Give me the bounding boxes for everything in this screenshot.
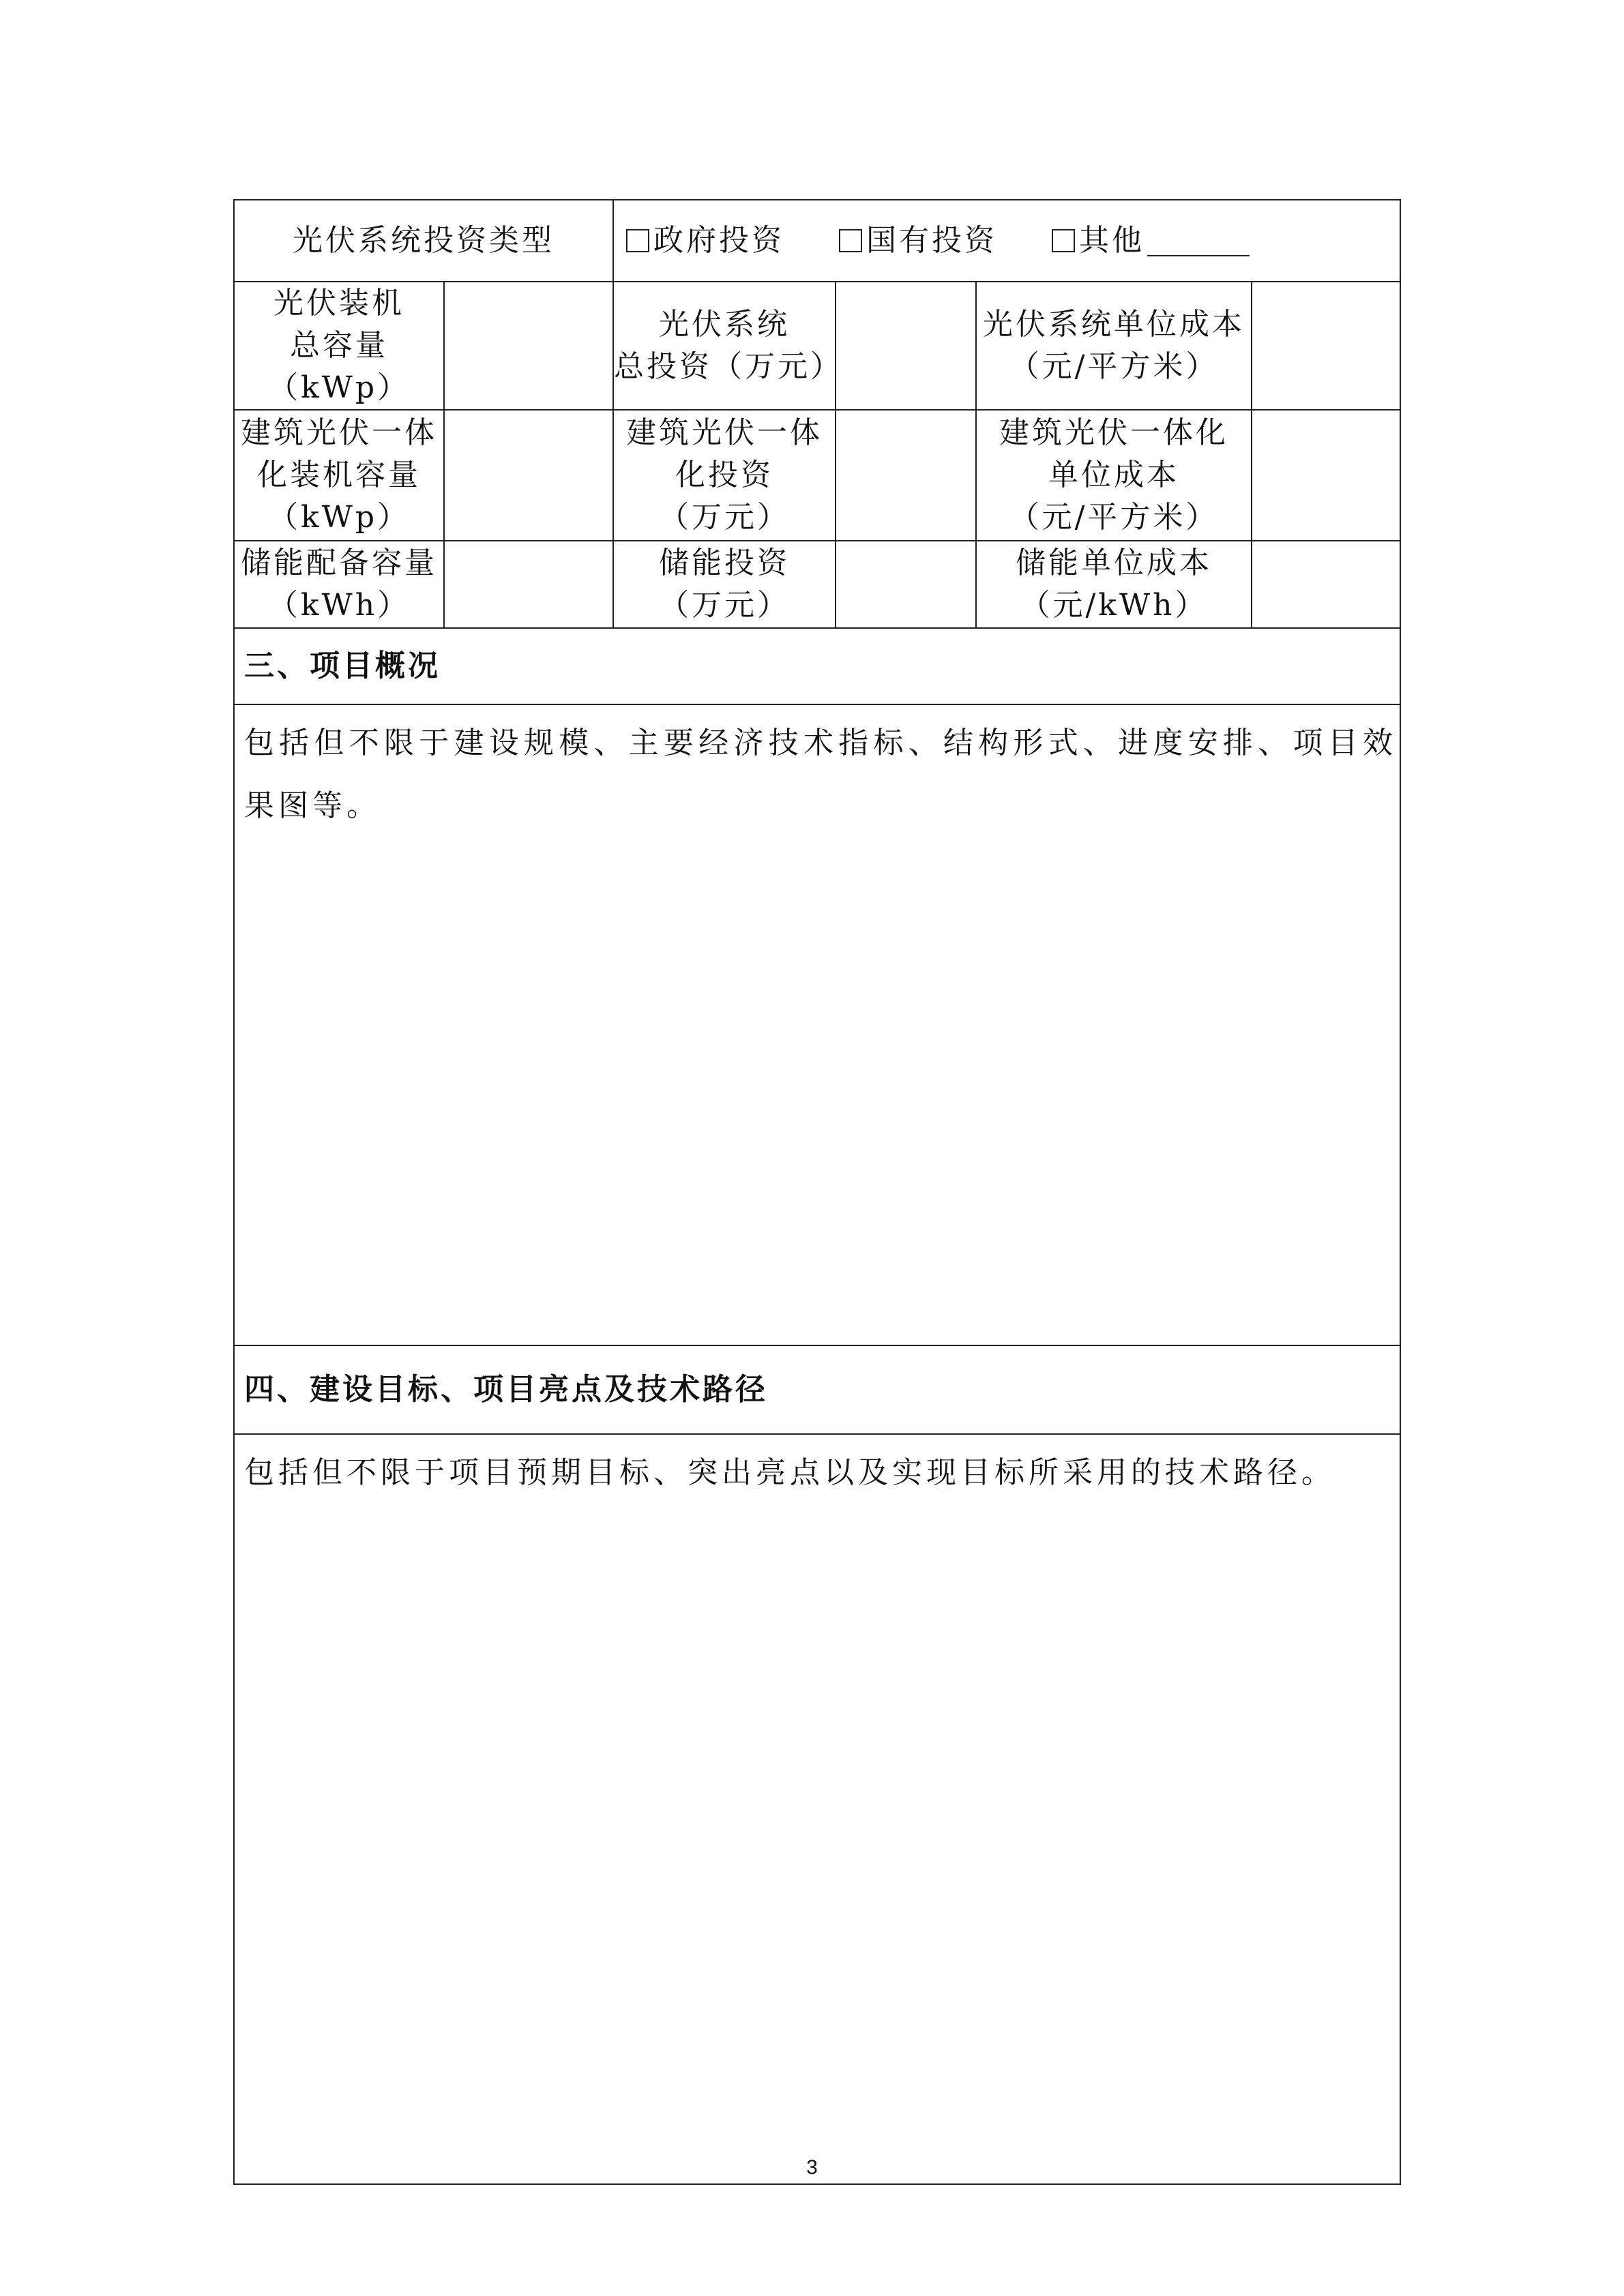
label-line: 光伏系统单位成本 <box>983 307 1245 342</box>
label-line: （万元） <box>659 500 790 535</box>
label-line: （元/平方米） <box>1009 349 1219 384</box>
label-line: （kWp） <box>267 500 411 535</box>
label-line: （元/kWh） <box>1020 588 1208 623</box>
pv-total-capacity-value[interactable] <box>444 282 613 410</box>
option-state-owned-label: 国有投资 <box>866 223 997 258</box>
section3-body-row <box>234 704 1400 1345</box>
bipv-capacity-value[interactable] <box>444 410 613 541</box>
application-form-table <box>233 199 1401 2185</box>
page-number: 3 <box>806 2156 818 2179</box>
pv-unit-cost-label <box>976 282 1252 410</box>
storage-unit-cost-label <box>976 541 1252 628</box>
section4-instructions: 包括但不限于项目预期目标、突出亮点以及实现目标所采用的技术路径。 <box>244 1455 1335 1490</box>
option-government[interactable] <box>626 220 784 262</box>
section3-title: 三、项目概况 <box>234 628 1400 704</box>
section4-title: 四、建设目标、项目亮点及技术路径 <box>234 1345 1400 1434</box>
investment-type-label: 光伏系统投资类型 <box>234 200 613 282</box>
option-government-label: 政府投资 <box>653 223 784 258</box>
label-line: 光伏装机 <box>274 286 404 320</box>
bipv-row <box>234 410 1400 541</box>
label-line: 储能单位成本 <box>1016 546 1212 580</box>
bipv-unit-cost-value[interactable] <box>1252 410 1400 541</box>
label-line: （kWh） <box>267 588 411 623</box>
label-line: 总投资（万元） <box>614 349 843 384</box>
label-line: （元/平方米） <box>1009 500 1219 535</box>
pv-unit-cost-value[interactable] <box>1252 282 1400 410</box>
label-line: 储能投资 <box>659 546 790 580</box>
label-line: 建筑光伏一体化 <box>999 415 1228 450</box>
section4-header-row <box>234 1345 1400 1434</box>
checkbox-other[interactable] <box>1052 229 1075 252</box>
investment-type-row <box>234 200 1400 282</box>
label-line: 化投资 <box>675 458 773 492</box>
option-other[interactable] <box>1052 220 1250 262</box>
section4-content-cell[interactable] <box>234 1434 1400 2184</box>
pv-total-capacity-label <box>234 282 444 410</box>
section4-body-row <box>234 1434 1400 2184</box>
storage-row <box>234 541 1400 628</box>
option-state-owned[interactable] <box>839 220 997 262</box>
label-line: 建筑光伏一体 <box>241 415 437 450</box>
label-line: 光伏系统 <box>659 307 790 342</box>
option-other-label: 其他 <box>1079 223 1145 258</box>
pv-capacity-row <box>234 282 1400 410</box>
storage-capacity-value[interactable] <box>444 541 613 628</box>
other-blank-field[interactable] <box>1147 225 1250 256</box>
label-line: 建筑光伏一体 <box>626 415 823 450</box>
label-line: （万元） <box>659 588 790 623</box>
storage-unit-cost-value[interactable] <box>1252 541 1400 628</box>
bipv-unit-cost-label <box>976 410 1252 541</box>
storage-capacity-label <box>234 541 444 628</box>
pv-total-investment-label <box>613 282 843 410</box>
label-line: 总容量（kWp） <box>267 328 411 405</box>
bipv-investment-value[interactable] <box>836 410 976 541</box>
bipv-capacity-label <box>234 410 444 541</box>
section3-content-cell[interactable] <box>234 704 1400 1345</box>
label-line: 单位成本 <box>1048 458 1179 492</box>
bipv-investment-label <box>613 410 836 541</box>
label-line: 储能配备容量 <box>241 546 437 580</box>
checkbox-government[interactable] <box>626 229 649 252</box>
storage-investment-label <box>613 541 836 628</box>
checkbox-state-owned[interactable] <box>839 229 862 252</box>
investment-type-options <box>613 200 1400 282</box>
section3-instructions: 包括但不限于建设规模、主要经济技术指标、结构形式、进度安排、项目效果图等。 <box>244 726 1397 823</box>
section3-header-row <box>234 628 1400 704</box>
label-line: 化装机容量 <box>257 458 421 492</box>
pv-total-investment-value[interactable] <box>836 282 976 410</box>
storage-investment-value[interactable] <box>836 541 976 628</box>
